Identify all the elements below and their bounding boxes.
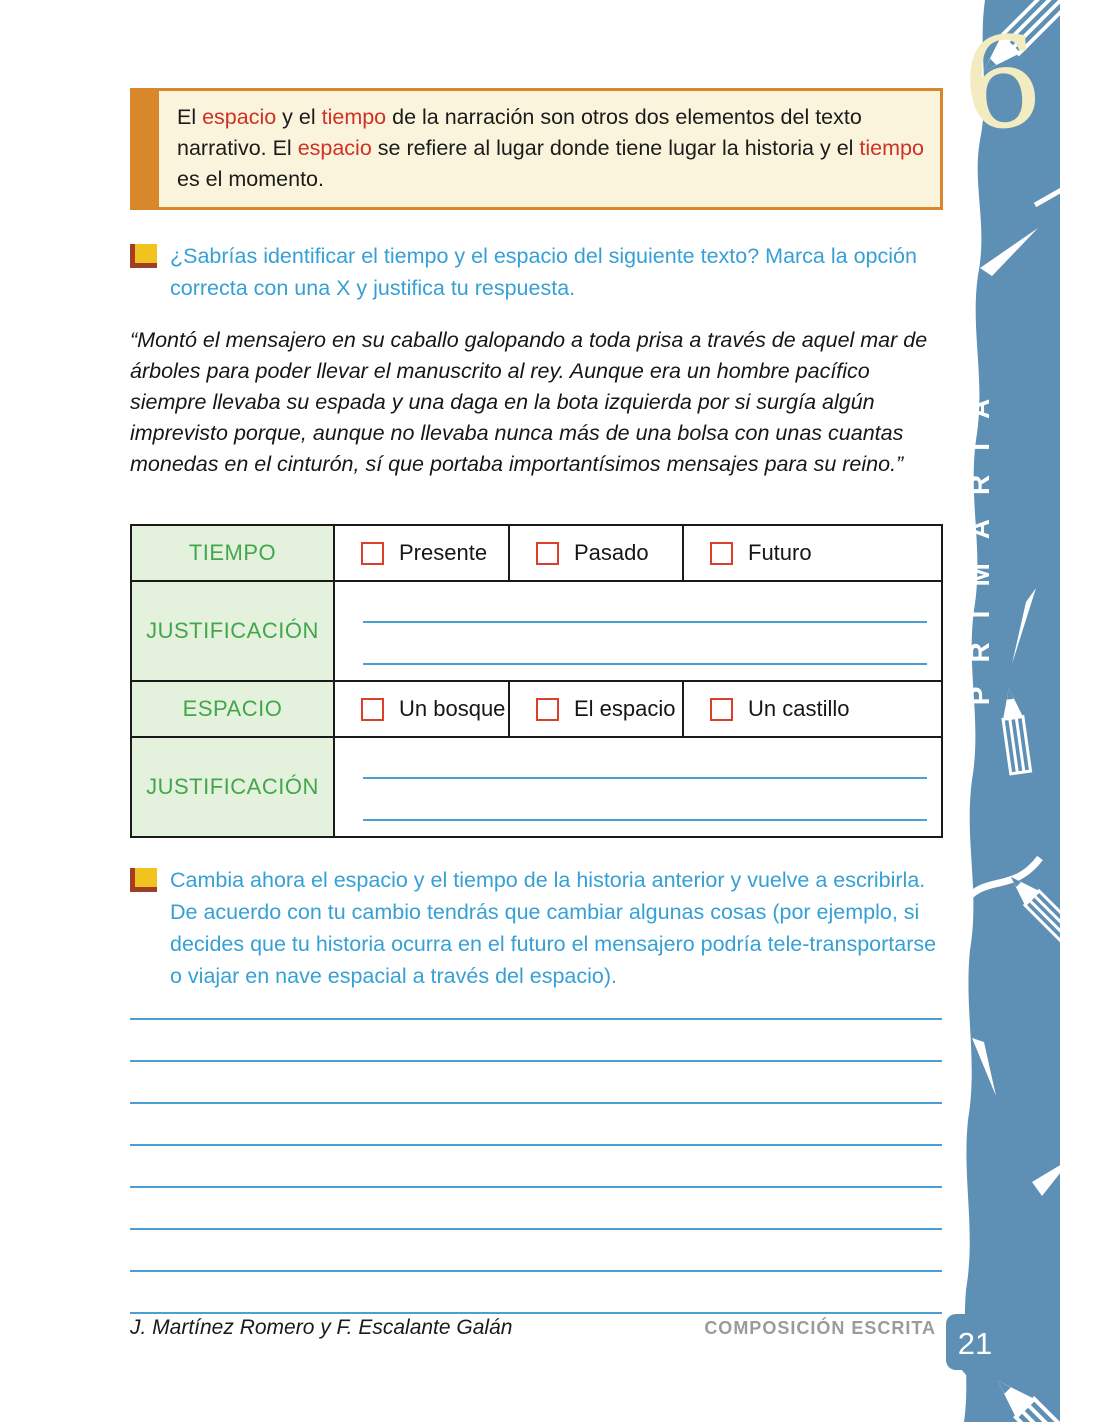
checkbox-el-espacio[interactable] [536,698,559,721]
option-label-un-castillo: Un castillo [748,696,850,721]
justification-espacio-answer-area [333,738,941,836]
option-label-un-bosque: Un bosque [399,696,506,721]
unit-number: 6 [955,8,1048,160]
option-label-pasado: Pasado [574,540,649,565]
table-row-justificacion-tiempo [132,580,941,680]
text-segment: El [177,105,203,129]
row-label-justificacion-espacio: JUSTIFICACIÓN [132,738,333,836]
task-bullet-icon [130,244,157,268]
writing-line[interactable] [130,1146,942,1188]
keyword-highlight: tiempo [859,136,924,160]
checkbox-pasado[interactable] [536,542,559,565]
option-presente [333,526,508,580]
justification-line[interactable] [363,777,927,779]
row-label-espacio: ESPACIO [132,682,333,736]
writing-line[interactable] [130,1104,942,1146]
justification-line[interactable] [363,663,927,665]
table-row-justificacion-espacio [132,736,941,836]
text-segment: y el [276,105,322,129]
checkbox-un-bosque[interactable] [361,698,384,721]
option-un-castillo [682,682,941,736]
text-segment: de la narración son otros dos elementos del texto narrativo. El [177,105,862,160]
writing-line[interactable] [130,978,942,1020]
keyword-highlight: espacio [202,105,277,129]
text-segment: es el momento. [177,167,324,191]
task-bullet-icon [130,868,157,892]
writing-line[interactable] [130,1272,942,1314]
checkbox-un-castillo[interactable] [710,698,733,721]
task-1-instruction: ¿Sabrías identificar el tiempo y el espacio del siguiente texto? Marca la opción correcta con una X y justifica tu respuesta. [170,244,917,300]
option-futuro [682,526,941,580]
option-label-futuro: Futuro [748,540,812,565]
authors: J. Martínez Romero y F. Escalante Galán [130,1316,513,1339]
page-number: 21 [957,1326,993,1361]
option-un-bosque [333,682,508,736]
option-label-el-espacio: El espacio [574,696,676,721]
task-2 [130,864,945,992]
definition-box-accent-bar [133,91,159,207]
checkbox-presente[interactable] [361,542,384,565]
writing-line[interactable] [130,1062,942,1104]
keyword-highlight: tiempo [321,105,387,129]
page-footer [130,1316,936,1340]
option-label-presente: Presente [399,540,488,565]
writing-line[interactable] [130,1020,942,1062]
definition-text [177,102,926,195]
writing-line[interactable] [130,1188,942,1230]
writing-line[interactable] [130,1230,942,1272]
answer-table [130,524,943,838]
checkbox-futuro[interactable] [710,542,733,565]
table-row-tiempo [132,526,941,580]
row-label-justificacion-tiempo: JUSTIFICACIÓN [132,582,333,680]
task-2-instruction: Cambia ahora el espacio y el tiempo de la historia anterior y vuelve a escribirla. De acuerdo con tu cambio tendrás que cambiar algunas cosas (por ejemplo, si decides que tu historia ocurra en el futuro el mensajero podría tele-transportarse o viajar en nave espacial a través del espacio). [170,868,937,988]
workbook-page [130,0,945,1422]
justification-line[interactable] [363,819,927,821]
writing-area [130,978,942,1314]
row-label-tiempo: TIEMPO [132,526,333,580]
narrative-excerpt: “Montó el mensajero en su caballo galopando a toda prisa a través de aquel mar de árboles para poder llevar el manuscrito al rey. Aunque era un hombre pacífico siempre llevaba su espada y una daga en la bota izquierda por si surgía algún imprevisto porque, aunque no llevaba nunca más de una bolsa con unas cuantas monedas en el cinturón, sí que portaba importantísimos mensajes para su reino.” [130,328,928,476]
definition-box [130,88,943,210]
justification-tiempo-answer-area [333,582,941,680]
text-segment: se refiere al lugar donde tiene lugar la historia y el [371,136,860,160]
task-1 [130,240,945,304]
keyword-highlight: espacio [297,136,372,160]
option-pasado [508,526,682,580]
sidebar-band [940,0,1100,1422]
series-title: COMPOSICIÓN ESCRITA [704,1318,936,1338]
program-label: PRIMARIA [964,374,995,706]
option-el-espacio [508,682,682,736]
table-row-espacio [132,680,941,736]
justification-line[interactable] [363,621,927,623]
